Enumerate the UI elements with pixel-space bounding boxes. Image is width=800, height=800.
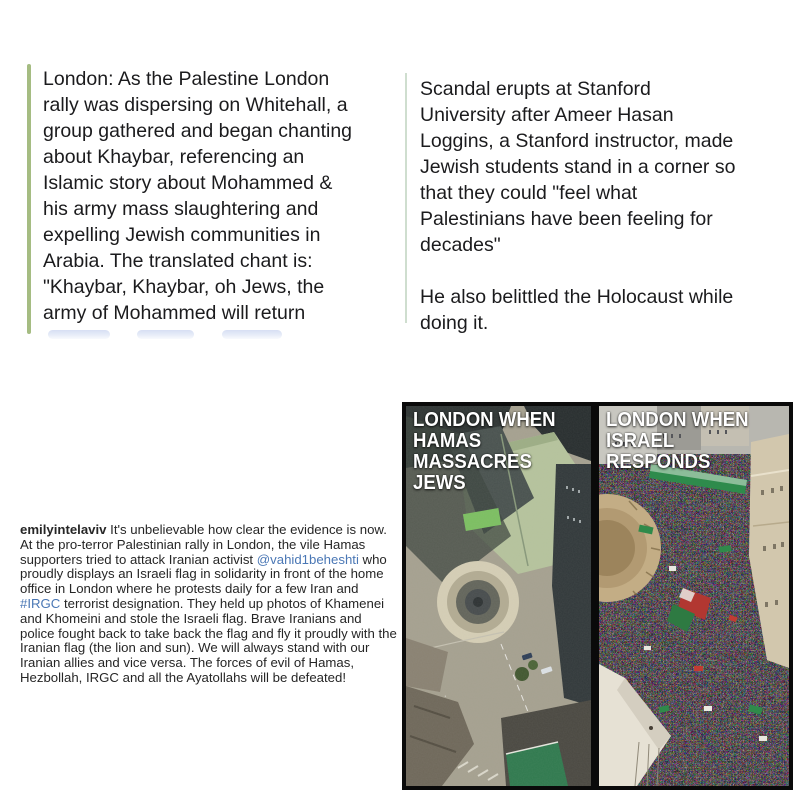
panel-title-right: LONDON WHEN ISRAEL RESPONDS (606, 409, 749, 473)
quote-right-block (420, 76, 735, 336)
quote-line (420, 258, 735, 284)
quote-line: Arabia. The translated chant is: (43, 250, 313, 272)
caption-body: terrorist designation. They held up photos of Khamenei and Khomeini and stole the Israeli flag. Brave Iranians and police fought back to take back the flag and fly it proudly with the Iranian flag (the lion and sun). We will always stand with our Iranian allies and vice versa. The forces of evil of Hamas, Hezbollah, IRGC and all the Ayatollahs will be defeated! (20, 595, 397, 685)
quote-line: He also belittled the Holocaust while (420, 286, 734, 308)
caption-hashtag-link[interactable]: #IRGC (20, 595, 61, 611)
quote-left-block (43, 66, 352, 326)
quote-line: about Khaybar, referencing an (43, 146, 305, 168)
quote-line: Islamic story about Mohammed & (43, 172, 333, 194)
quote-right-accent-bar (405, 73, 407, 323)
reaction-pill (48, 330, 110, 339)
quote-line: London: As the Palestine London (43, 68, 330, 90)
quote-line: Scandal erupts at Stanford (420, 78, 651, 100)
quote-line: his army mass slaughtering and (43, 198, 319, 220)
quote-line: Jewish students stand in a corner so (420, 156, 736, 178)
quote-line: that they could "feel what (420, 182, 638, 204)
panel-title-left: LONDON WHEN HAMAS MASSACRES JEWS (413, 409, 556, 494)
quote-line: University after Ameer Hasan (420, 104, 674, 126)
caption-username: emilyintelaviv (20, 522, 107, 537)
quote-line: expelling Jewish communities in (43, 224, 321, 246)
quote-left-accent-bar (27, 64, 31, 334)
quote-line: rally was dispersing on Whitehall, a (43, 94, 348, 116)
caption-body: who proudly displays an Israeli flag in solidarity in front of the home office in London where he protests daily for a few Iran and (20, 551, 387, 597)
caption-text (20, 523, 397, 686)
quote-line: decades" (420, 234, 501, 256)
quote-line: doing it. (420, 312, 489, 334)
quote-line: army of Mohammed will return (43, 302, 306, 324)
quote-line: Loggins, a Stanford instructor, made (420, 130, 734, 152)
meme-image (402, 402, 793, 790)
quote-line: Palestinians have been feeling for (420, 208, 713, 230)
reaction-pill (222, 330, 282, 339)
meme-right-panel (599, 406, 789, 786)
quote-line: "Khaybar, Khaybar, oh Jews, the (43, 276, 325, 298)
meme-left-panel (406, 406, 591, 786)
caption-mention-link[interactable]: @vahid1beheshti (256, 551, 359, 567)
reaction-pill (137, 330, 194, 339)
caption-body: It's unbelievable how clear the evidence is now. At the pro-terror Palestinian rally in London, the vile Hamas supporters tried to attack Iranian activist (20, 522, 387, 567)
quote-line: group gathered and began chanting (43, 120, 353, 142)
